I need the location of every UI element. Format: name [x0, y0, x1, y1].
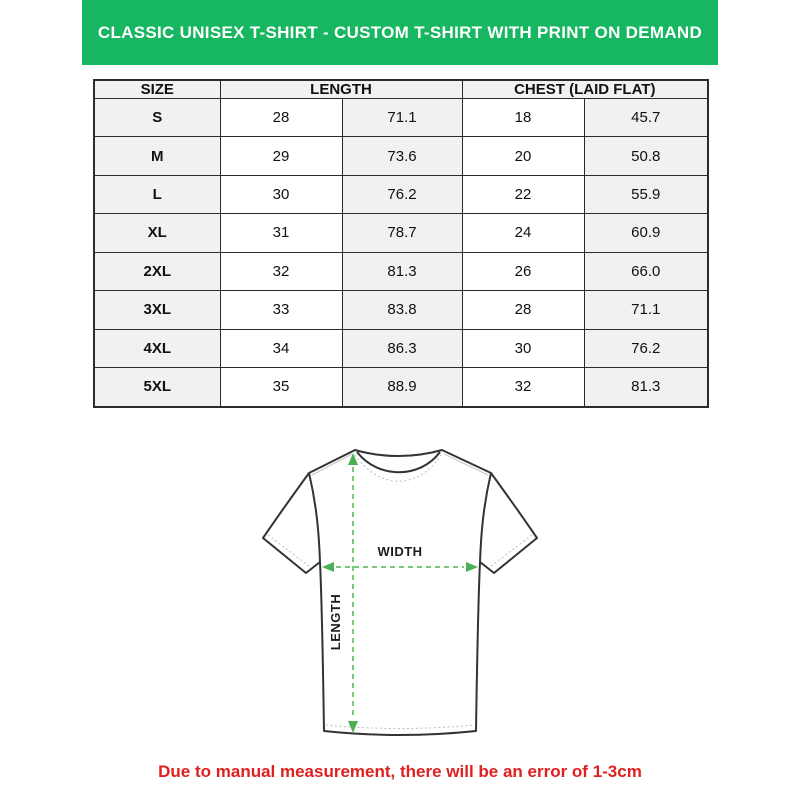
length-cm-cell: 81.3 — [342, 252, 462, 290]
length-in-cell: 29 — [220, 137, 342, 175]
length-cm-cell: 86.3 — [342, 329, 462, 367]
length-in-cell: 33 — [220, 291, 342, 329]
length-in-cell: 35 — [220, 367, 342, 407]
size-cell: L — [94, 175, 220, 213]
size-cell: 5XL — [94, 367, 220, 407]
length-label: LENGTH — [328, 593, 343, 651]
chest-in-cell: 30 — [462, 329, 584, 367]
chest-in-cell: 20 — [462, 137, 584, 175]
table-row — [94, 99, 708, 137]
chest-cm-cell: 55.9 — [584, 175, 708, 213]
chest-in-cell: 22 — [462, 175, 584, 213]
col-header-size: SIZE — [94, 80, 220, 99]
col-header-chest: CHEST (LAID FLAT) — [462, 80, 708, 99]
table-row — [94, 137, 708, 175]
length-cm-cell: 73.6 — [342, 137, 462, 175]
length-cm-cell: 71.1 — [342, 99, 462, 137]
size-cell: XL — [94, 214, 220, 252]
length-cm-cell: 88.9 — [342, 367, 462, 407]
length-in-cell: 31 — [220, 214, 342, 252]
length-in-cell: 30 — [220, 175, 342, 213]
chest-in-cell: 26 — [462, 252, 584, 290]
col-header-length: LENGTH — [220, 80, 462, 99]
length-cm-cell: 83.8 — [342, 291, 462, 329]
length-in-cell: 32 — [220, 252, 342, 290]
tshirt-outline — [263, 450, 537, 735]
chest-in-cell: 32 — [462, 367, 584, 407]
chest-in-cell: 28 — [462, 291, 584, 329]
table-header-row — [94, 80, 708, 99]
table-row — [94, 252, 708, 290]
length-cm-cell: 78.7 — [342, 214, 462, 252]
table-row — [94, 291, 708, 329]
length-cm-cell: 76.2 — [342, 175, 462, 213]
table-row — [94, 214, 708, 252]
chest-cm-cell: 71.1 — [584, 291, 708, 329]
size-chart-table — [93, 79, 709, 408]
size-cell: M — [94, 137, 220, 175]
table-row — [94, 329, 708, 367]
width-label: WIDTH — [377, 544, 423, 559]
size-cell: 3XL — [94, 291, 220, 329]
measurement-note: Due to manual measurement, there will be an error of 1-3cm — [158, 762, 642, 781]
chest-cm-cell: 66.0 — [584, 252, 708, 290]
size-cell: 4XL — [94, 329, 220, 367]
tshirt-diagram — [240, 435, 560, 755]
length-in-cell: 28 — [220, 99, 342, 137]
size-cell: 2XL — [94, 252, 220, 290]
chest-cm-cell: 76.2 — [584, 329, 708, 367]
chest-cm-cell: 45.7 — [584, 99, 708, 137]
length-in-cell: 34 — [220, 329, 342, 367]
chest-cm-cell: 81.3 — [584, 367, 708, 407]
title-banner — [82, 0, 718, 65]
table-row — [94, 367, 708, 407]
chest-in-cell: 24 — [462, 214, 584, 252]
table-row — [94, 175, 708, 213]
chest-in-cell: 18 — [462, 99, 584, 137]
chest-cm-cell: 50.8 — [584, 137, 708, 175]
chest-cm-cell: 60.9 — [584, 214, 708, 252]
size-cell: S — [94, 99, 220, 137]
page-title: CLASSIC UNISEX T-SHIRT - CUSTOM T-SHIRT WITH PRINT ON DEMAND — [97, 22, 703, 42]
